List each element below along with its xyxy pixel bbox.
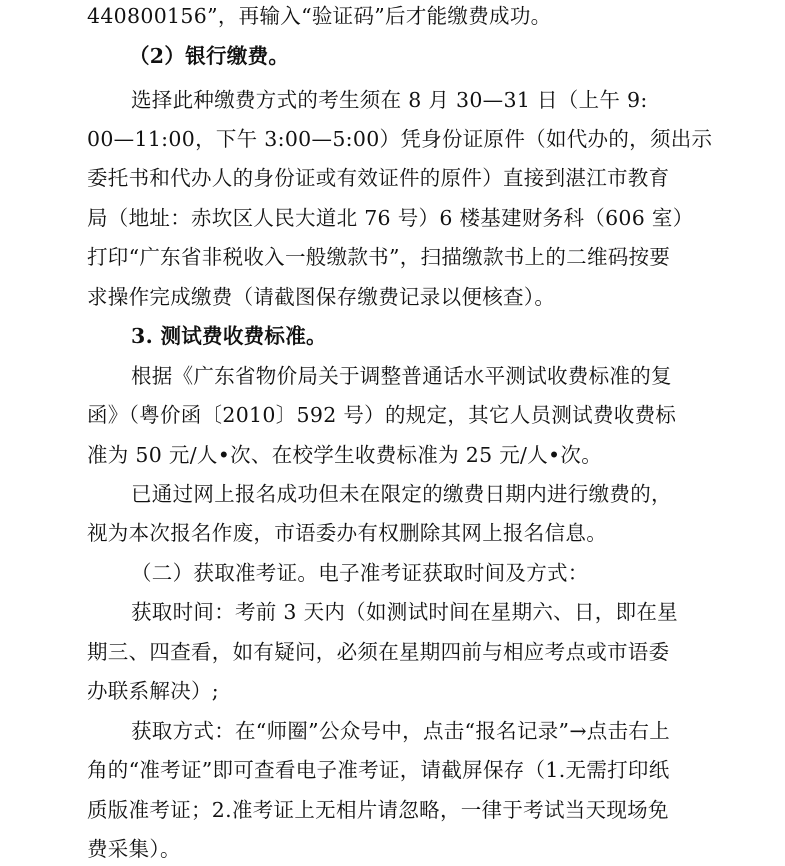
text-line: 打印“广东省非税收入一般缴款书”，扫描缴款书上的二维码按要: [87, 245, 671, 269]
text-line: 质版准考证；2.准考证上无相片请忽略，一律于考试当天现场免: [87, 798, 669, 822]
text-line: 440800156”，再输入“验证码”后才能缴费成功。: [87, 4, 552, 28]
text-line: 角的“准考证”即可查看电子准考证，请截屏保存（1.无需打印纸: [87, 758, 670, 782]
text-line: 选择此种缴费方式的考生须在 8 月 30—31 日（上午 9:: [131, 88, 648, 112]
text-line: 获取方式：在“师圈”公众号中，点击“报名记录”→点击右上: [131, 719, 670, 743]
text-line: 函》（粤价函〔2010〕592 号）的规定，其它人员测试费收费标: [87, 403, 677, 427]
text-line: 00—11:00，下午 3:00—5:00）凭身份证原件（如代办的，须出示: [87, 127, 713, 151]
text-line: 视为本次报名作废，市语委办有权删除其网上报名信息。: [87, 521, 607, 545]
text-line: 已通过网上报名成功但未在限定的缴费日期内进行缴费的，: [131, 482, 672, 506]
text-line: 准为 50 元/人•次、在校学生收费标准为 25 元/人•次。: [87, 443, 603, 467]
text-line: 获取时间：考前 3 天内（如测试时间在星期六、日，即在星: [131, 600, 678, 624]
text-line: 办联系解决）;: [87, 679, 220, 703]
section-heading: （二）获取准考证。电子准考证获取时间及方式：: [131, 561, 589, 585]
text-line: 费采集）。: [87, 837, 181, 861]
text-line: 根据《广东省物价局关于调整普通话水平测试收费标准的复: [131, 364, 672, 388]
text-line: 期三、四查看，如有疑问，必须在星期四前与相应考点或市语委: [87, 640, 670, 664]
text-line: 委托书和代办人的身份证或有效证件的原件）直接到湛江市教育: [87, 166, 670, 190]
text-line: 求操作完成缴费（请截图保存缴费记录以便核查）。: [87, 285, 556, 309]
text-line: 局（地址：赤坎区人民大道北 76 号）6 楼基建财务科（606 室）: [87, 206, 694, 230]
section-heading: 3. 测试费收费标准。: [131, 324, 327, 348]
section-heading: （2）银行缴费。: [129, 44, 290, 68]
